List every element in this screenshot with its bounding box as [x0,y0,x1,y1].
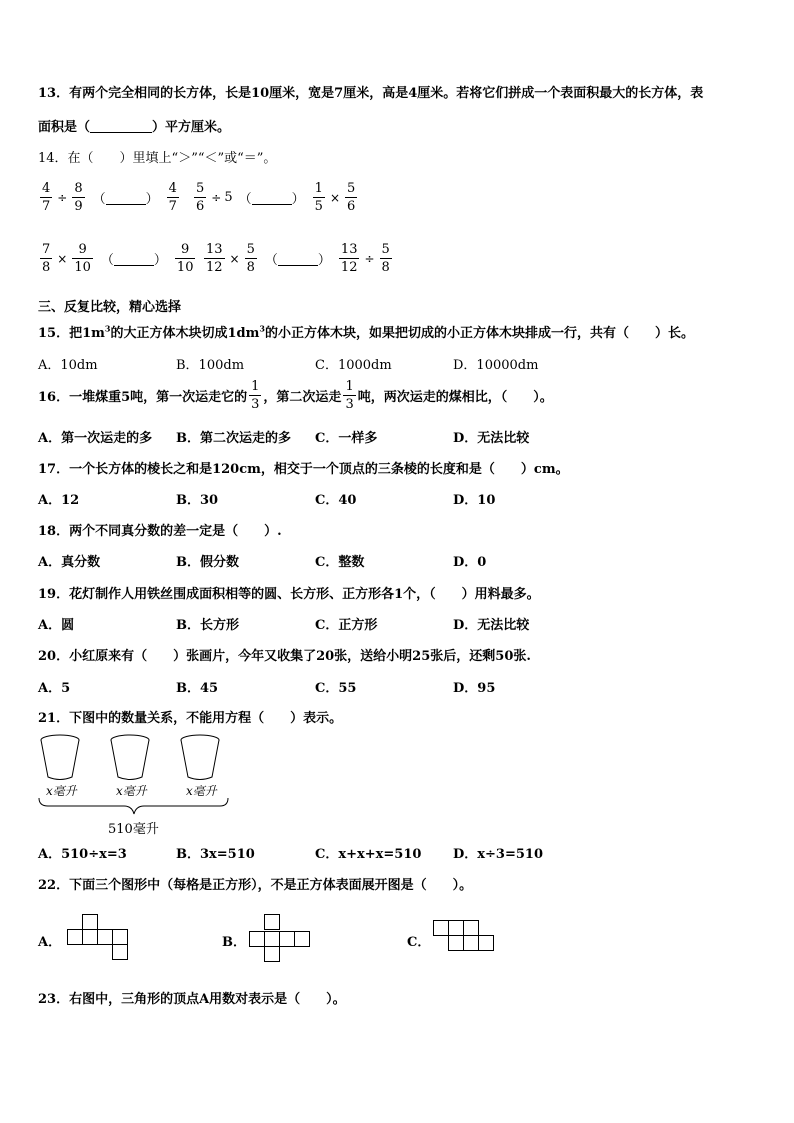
section-title: 三、反复比较，精心选择 [38,300,182,315]
q17-option-a[interactable]: A．12 [38,493,80,508]
q23-text: 23．右图中，三角形的顶点A用数对表示是（ ）。 [38,992,346,1007]
q14-text: 14．在（ ）里填上“＞”“＜”或“＝”。 [38,151,277,166]
q21-option-a[interactable]: A．510÷x=3 [38,847,127,862]
cup-label-2: x毫升 [116,784,147,798]
q22-text: 22．下面三个图形中（每格是正方形），不是正方体表面展开图是（ ）。 [38,878,473,893]
q14-blank-4[interactable] [278,253,318,266]
q13-line2: 面积是（ ）平方厘米。 [38,120,231,135]
cup-label-3: x毫升 [186,784,217,798]
q22-option-a-label[interactable]: A． [38,935,62,950]
q16-option-b[interactable]: B．第二次运走的多 [176,431,291,446]
q16-text: 16．一堆煤重5吨，第一次运走它的 $\frac{1}{3}$ ，第二次运走 $\frac{1}{3}$ 吨，两次运走的煤相比，（ ）。 [38,379,553,412]
cup-icon [181,735,219,780]
net-b-figure[interactable] [248,914,312,970]
q13-answer-blank[interactable] [90,120,152,133]
q20-option-b[interactable]: B．45 [176,681,219,696]
brace-icon [39,798,228,814]
q15-option-b[interactable]: B．100dm [176,358,245,373]
q15-option-c[interactable]: C．1000dm [315,358,392,373]
q17-text: 17．一个长方体的棱长之和是120cm，相交于一个顶点的三条棱的长度和是（ ）cm。 [38,462,569,477]
q14-item-4: $\frac{13}{12}$ × $\frac{5}{8}$ （ ） $\frac{13}{12}$ ÷ $\frac{5}{8}$ [206,242,390,275]
net-c-figure[interactable] [432,920,496,960]
cup-icon [111,735,149,780]
q14-item-1: $\frac{4}{7}$ ÷ $\frac{8}{9}$ （ ） $\frac{4}{7}$ [42,181,177,214]
q21-option-c[interactable]: C．x+x+x=510 [315,847,422,862]
q18-option-a[interactable]: A．真分数 [38,555,101,570]
q15-option-a[interactable]: A．10dm [38,358,98,373]
q17-option-c[interactable]: C．40 [315,493,357,508]
q16-option-d[interactable]: D．无法比较 [453,431,530,446]
q16-option-a[interactable]: A．第一次运走的多 [38,431,153,446]
q18-text: 18．两个不同真分数的差一定是（ ）. [38,524,282,539]
q20-option-d[interactable]: D．95 [453,681,496,696]
q19-option-d[interactable]: D．无法比较 [453,618,530,633]
q19-option-c[interactable]: C．正方形 [315,618,378,633]
cup-label-1: x毫升 [46,784,77,798]
q15-text: 15．把$1m^3$的大正方体木块切成$1dm^3$的小正方体木块，如果把切成的小正方体木块排成一行，共有（ ）长。 [38,323,694,341]
total-label: 510毫升 [108,822,159,837]
q21-option-b[interactable]: B．3x=510 [176,847,255,862]
q22-option-b-label[interactable]: B． [222,935,246,950]
q20-text: 20．小红原来有（ ）张画片，今年又收集了20张，送给小明25张后，还剩50张. [38,649,531,664]
q14-item-3: $\frac{7}{8}$ × $\frac{9}{10}$ （ ） $\frac{9}{10}$ [42,242,194,275]
cup-icon [41,735,79,780]
q20-option-a[interactable]: A．5 [38,681,71,696]
q16-option-c[interactable]: C．一样多 [315,431,378,446]
q19-option-a[interactable]: A．圆 [38,618,75,633]
q17-option-b[interactable]: B．30 [176,493,219,508]
net-a-figure[interactable] [66,914,130,968]
q14-item-2: $\frac{5}{6}$ ÷ 5 （ ） $\frac{1}{5}$ × $\frac{5}{6}$ [196,181,356,214]
q18-option-c[interactable]: C．整数 [315,555,365,570]
q14-blank-2[interactable] [252,192,292,205]
q14-blank-1[interactable] [106,192,146,205]
q18-option-d[interactable]: D．0 [453,555,487,570]
q21-option-d[interactable]: D．x÷3=510 [453,847,543,862]
q15-option-d[interactable]: D．10000dm [453,358,539,373]
q13-line1: 13．有两个完全相同的长方体，长是10厘米，宽是7厘米，高是4厘米。若将它们拼成一个表面积最大的长方体，表 [38,86,704,101]
q20-option-c[interactable]: C．55 [315,681,357,696]
q14-blank-3[interactable] [114,253,154,266]
q17-option-d[interactable]: D．10 [453,493,496,508]
q18-option-b[interactable]: B．假分数 [176,555,239,570]
q22-option-c-label[interactable]: C． [407,935,431,950]
q19-text: 19．花灯制作人用铁丝围成面积相等的圆、长方形、正方形各1个，（ ）用料最多。 [38,587,540,602]
q21-text: 21．下图中的数量关系，不能用方程（ ）表示。 [38,711,343,726]
q19-option-b[interactable]: B．长方形 [176,618,239,633]
